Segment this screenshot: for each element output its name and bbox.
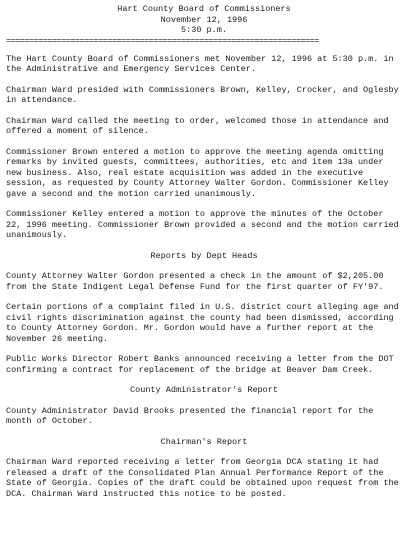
paragraph-meeting-location: The Hart County Board of Commissioners met November 12, 1996 at 5:30 p.m. in the Administrative and Emergency Services Center. — [6, 53, 394, 74]
paragraph-agenda-motion: Commissioner Brown entered a motion to approve the meeting agenda omitting remarks by invited guests, committees, authorities, etc and item 13a under new business. Also, real estate acquisition was added in the executive session, as requested by County Attorney Walter Gordon. Commissioner Kelley gave a second and the motion carried unanimously. — [6, 146, 389, 199]
heading-county-administrator: County Administrator's Report — [130, 385, 278, 395]
heading-chairman-report: Chairman's Report — [160, 436, 248, 447]
paragraph-dca-letter: Chairman Ward reported receiving a letter from Georgia DCA stating it had released a draft of the Consolidated Plan Annual Performance Report of the State of Georgia. Copies of the draft could be obtained upon request from the DCA. Chairman Ward instructed this notice to be posted. — [6, 457, 399, 499]
paragraph-financial-report: County Administrator David Brooks presented the financial report for the month of October. — [6, 405, 374, 426]
meeting-time: 5:30 p.m. — [181, 25, 227, 35]
paragraph-bridge-contract: Public Works Director Robert Banks announced receiving a letter from the DOT confirming a contract for replacement of the bridge at Beaver Dam Creek. — [6, 354, 394, 375]
paragraph-complaint-dismissed: Certain portions of a complaint filed in U.S. district court alleging age and civil rights discrimination against the county had been dismissed, according to County Attorney Gordon. Mr. Gordon would have a further report at the November 26 meeting. — [6, 302, 399, 344]
paragraph-call-to-order: Chairman Ward called the meeting to order, welcomed those in attendance and offered a moment of silence. — [6, 115, 389, 136]
header-rule: ==================================================================== — [6, 36, 319, 46]
paragraph-legal-defense-check: County Attorney Walter Gordon presented a check in the amount of $2,205.00 from the State Indigent Legal Defense Fund for the first quarter of FY'97. — [6, 271, 384, 292]
meeting-date: November 12, 1996 — [160, 14, 248, 25]
paragraph-attendance: Chairman Ward presided with Commissioners Brown, Kelley, Crocker, and Oglesby in attendance. — [6, 84, 399, 105]
board-title: Hart County Board of Commissioners — [117, 4, 291, 14]
heading-dept-heads: Reports by Dept Heads — [150, 250, 258, 261]
paragraph-minutes-motion: Commissioner Kelley entered a motion to approve the minutes of the October 22, 1996 meeting. Commissioner Brown provided a second and the motion carried unanimously. — [6, 209, 399, 240]
document-header — [6, 4, 402, 36]
